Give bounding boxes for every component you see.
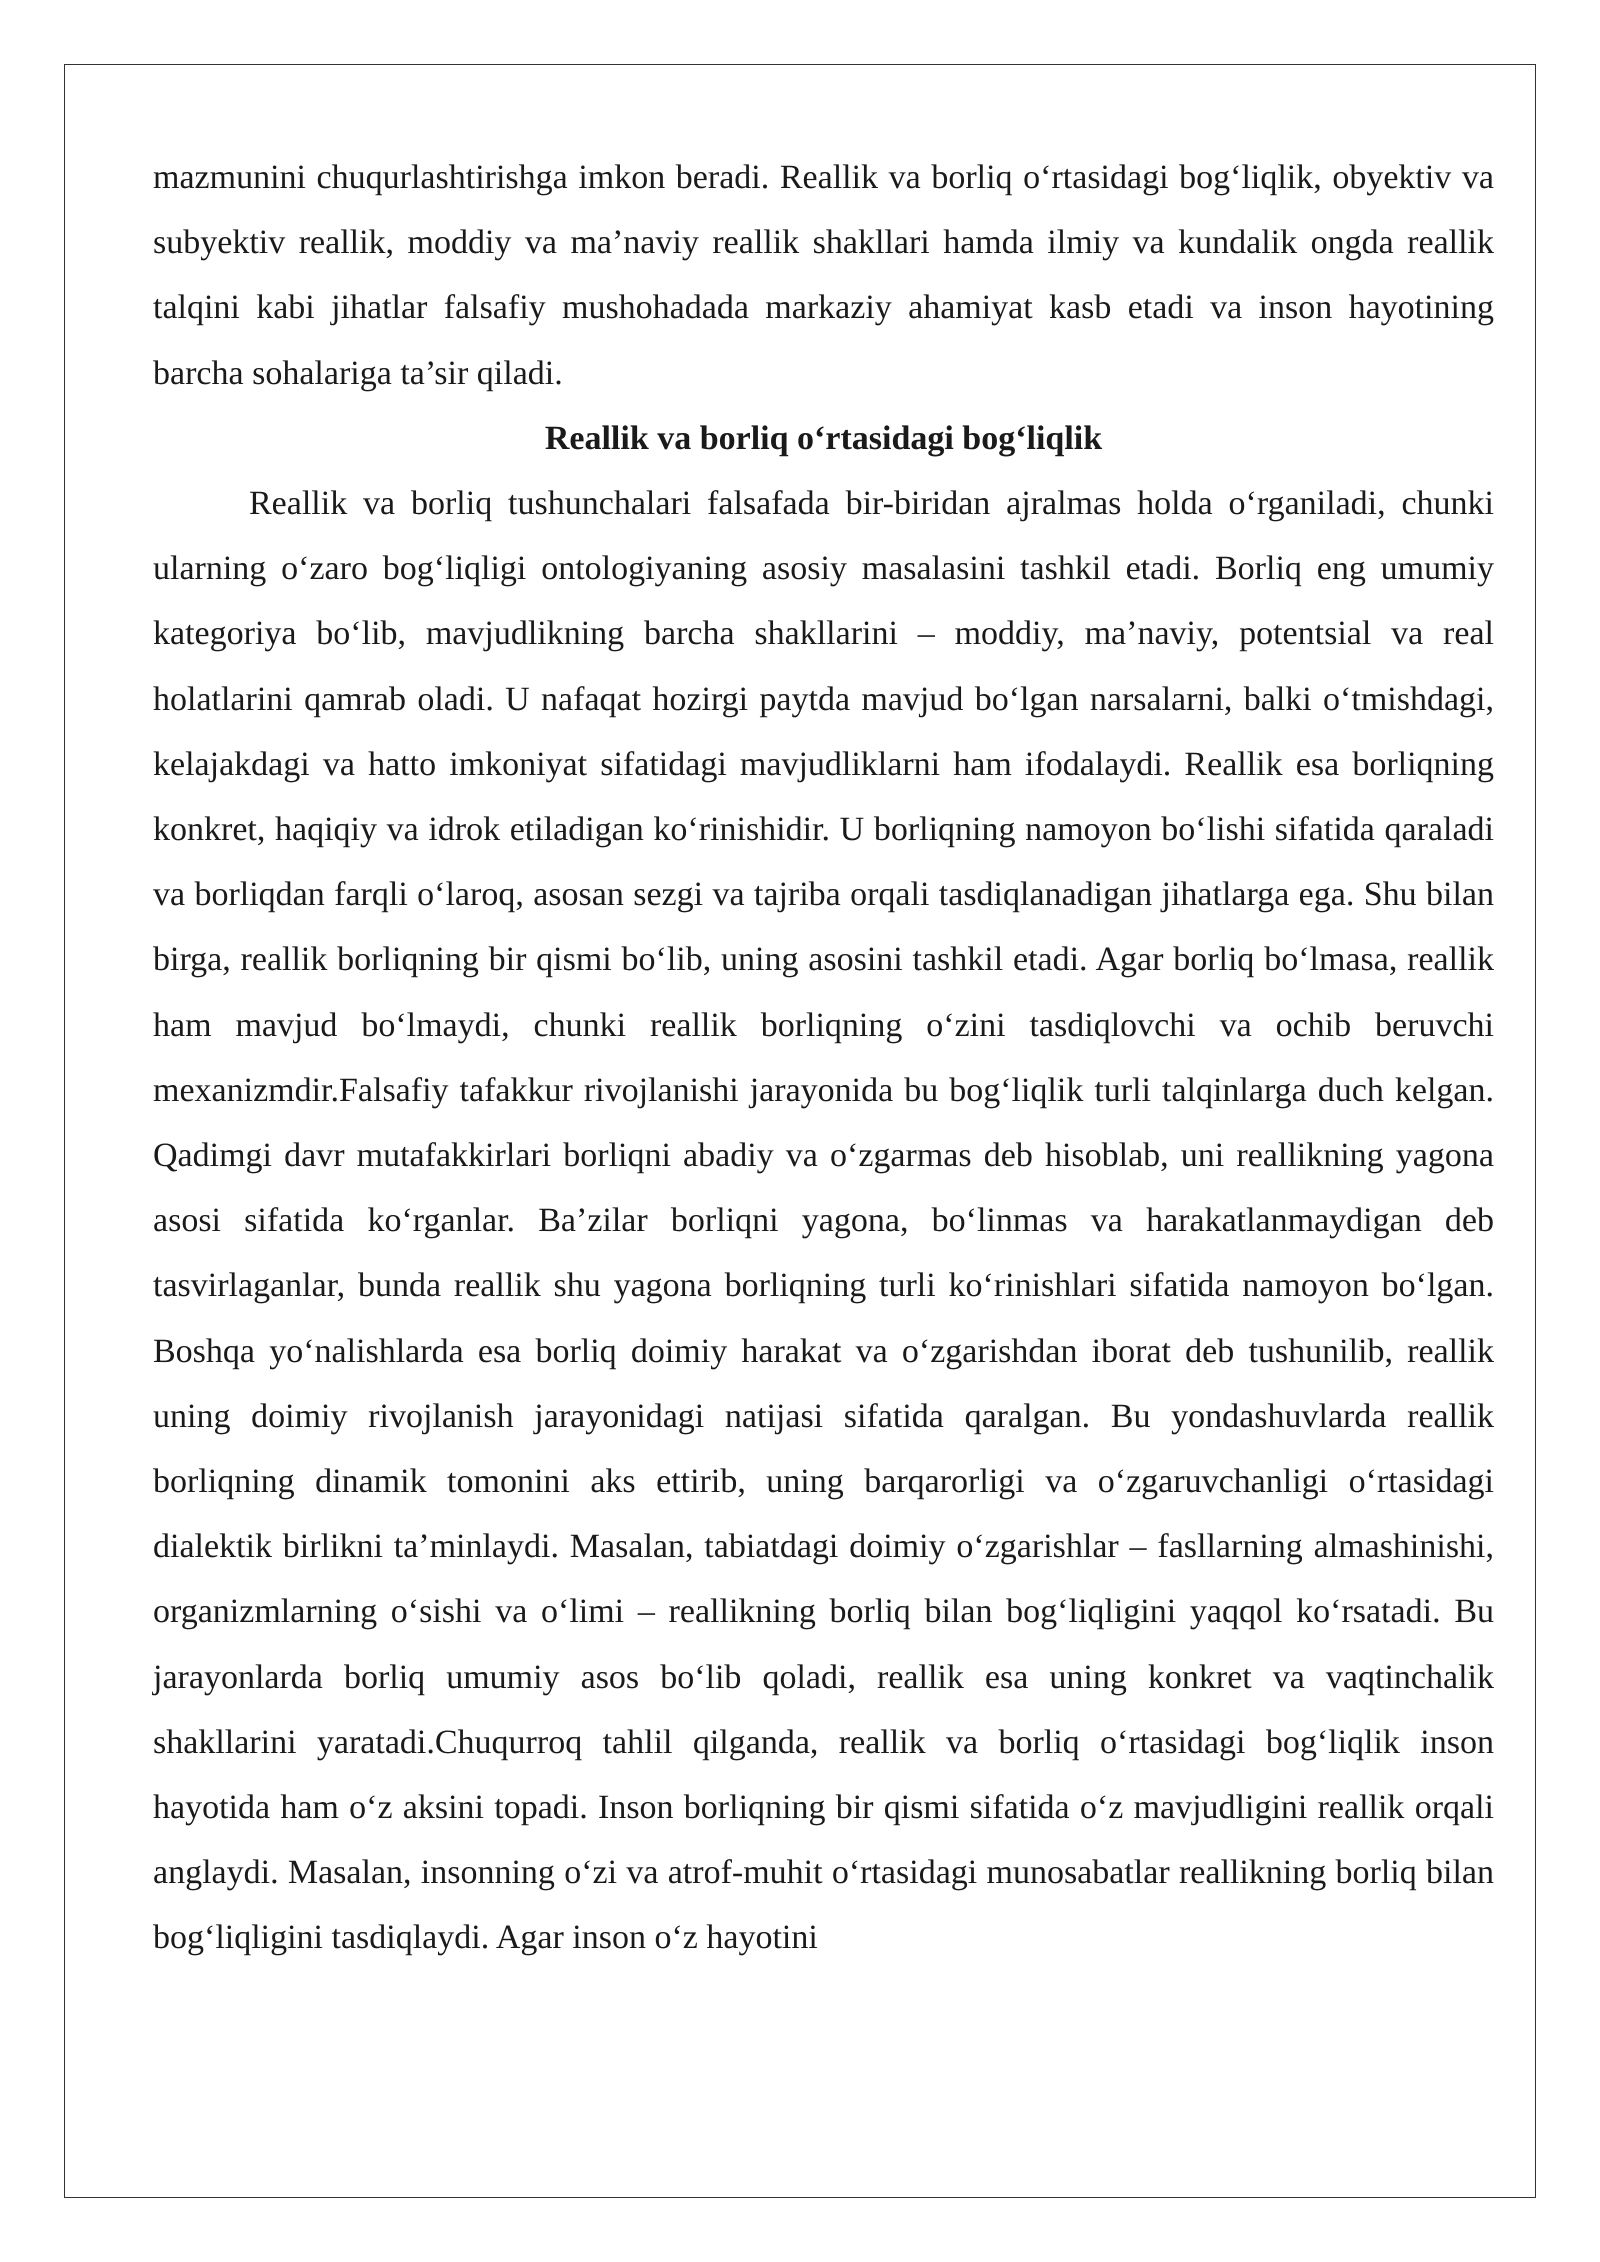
document-body [153, 145, 1494, 1971]
body-paragraph: Reallik va borliq tushunchalari falsafada bir-biridan ajralmas holda o‘rganiladi, chunki ularning o‘zaro bog‘liqligi ontologiyaning asosiy masalasini tashkil etadi. Borliq eng umumiy kategoriya bo‘lib, mavjudlikning barcha shakllarini – moddiy, ma’naviy, potentsial va real holatlarini qamrab oladi. U nafaqat hozirgi paytda mavjud bo‘lgan narsalarni, balki o‘tmishdagi, kelajakdagi va hatto imkoniyat sifatidagi mavjudliklarni ham ifodalaydi. Reallik esa borliqning konkret, haqiqiy va idrok etiladigan ko‘rinishidir. U borliqning namoyon bo‘lishi sifatida qaraladi va borliqdan farqli o‘laroq, asosan sezgi va tajriba orqali tasdiqlanadigan jihatlarga ega. Shu bilan birga, reallik borliqning bir qismi bo‘lib, uning asosini tashkil etadi. Agar borliq bo‘lmasa, reallik ham mavjud bo‘lmaydi, chunki reallik borliqning o‘zini tasdiqlovchi va ochib beruvchi mexanizmdir.Falsafiy tafakkur rivojlanishi jarayonida bu bog‘liqlik turli talqinlarga duch kelgan. Qadimgi davr mutafakkirlari borliqni abadiy va o‘zgarmas deb hisoblab, uni reallikning yagona asosi sifatida ko‘rganlar. Ba’zilar borliqni yagona, bo‘linmas va harakatlanmaydigan deb tasvirlaganlar, bunda reallik shu yagona borliqning turli ko‘rinishlari sifatida namoyon bo‘lgan. Boshqa yo‘nalishlarda esa borliq doimiy harakat va o‘zgarishdan iborat deb tushunilib, reallik uning doimiy rivojlanish jarayonidagi natijasi sifatida qaralgan. Bu yondashuvlarda reallik borliqning dinamik tomonini aks ettirib, uning barqarorligi va o‘zgaruvchanligi o‘rtasidagi dialektik birlikni ta’minlaydi. Masalan, tabiatdagi doimiy o‘zgarishlar – fasllarning almashinishi, organizmlarning o‘sishi va o‘limi – reallikning borliq bilan bog‘liqligini yaqqol ko‘rsatadi. Bu jarayonlarda borliq umumiy asos bo‘lib qoladi, reallik esa uning konkret va vaqtinchalik shakllarini yaratadi.Chuqurroq tahlil qilganda, reallik va borliq o‘rtasidagi bog‘liqlik inson hayotida ham o‘z aksini topadi. Inson borliqning bir qismi sifatida o‘z mavjudligini reallik orqali anglaydi. Masalan, insonning o‘zi va atrof-muhit o‘rtasidagi munosabatlar reallikning borliq bilan bog‘liqligini tasdiqlaydi. Agar inson o‘z hayotini [153, 485, 1494, 1957]
section-heading: Reallik va borliq o‘rtasidagi bog‘liqlik [544, 419, 1103, 457]
intro-paragraph: mazmunini chuqurlashtirishga imkon beradi. Reallik va borliq o‘rtasidagi bog‘liqlik, obyektiv va subyektiv reallik, moddiy va ma’naviy reallik shakllari hamda ilmiy va kundalik ongda reallik talqini kabi jihatlar falsafiy mushohadada markaziy ahamiyat kasb etadi va inson hayotining barcha sohalariga ta’sir qiladi. [153, 159, 1494, 392]
